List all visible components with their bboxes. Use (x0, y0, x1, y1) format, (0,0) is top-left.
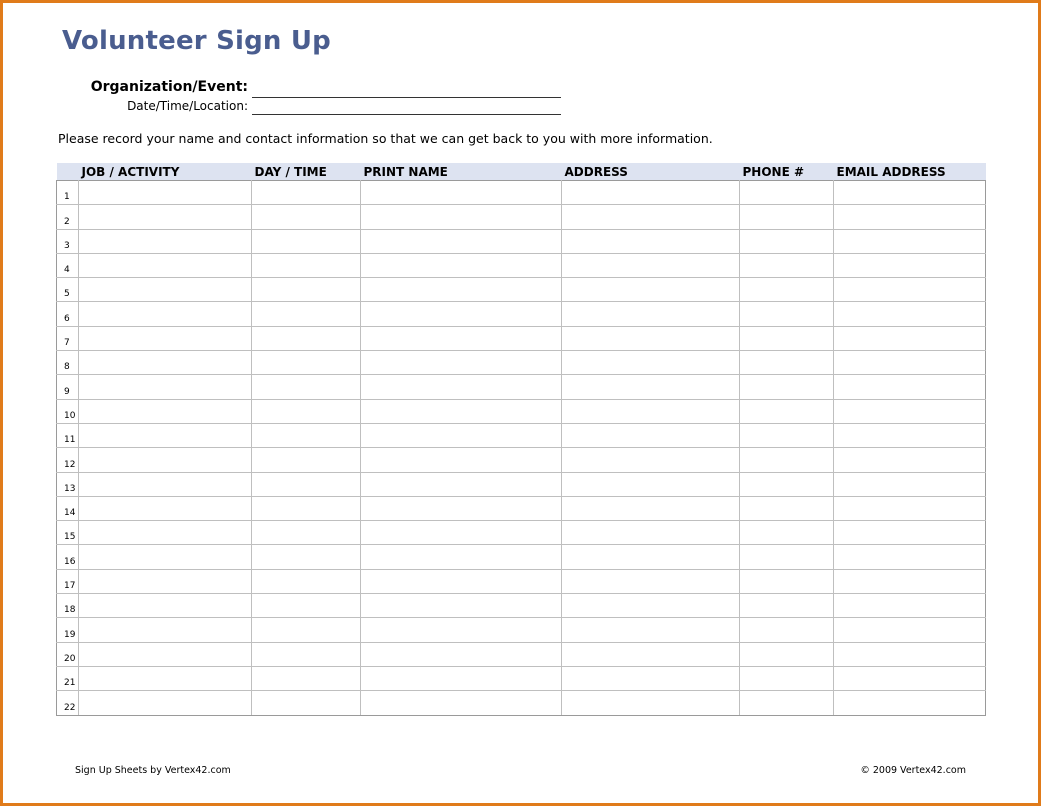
address-cell[interactable] (562, 351, 740, 375)
table-row (57, 205, 986, 229)
table-row (57, 472, 986, 496)
job-activity-cell[interactable] (79, 205, 252, 229)
date-time-location-field[interactable] (252, 114, 561, 115)
phone-cell[interactable] (740, 666, 834, 690)
phone-cell[interactable] (740, 229, 834, 253)
day-time-cell[interactable] (252, 351, 361, 375)
date-time-location-label: Date/Time/Location: (127, 99, 248, 113)
print-name-cell[interactable] (361, 278, 562, 302)
print-name-cell[interactable] (361, 666, 562, 690)
phone-cell[interactable] (740, 472, 834, 496)
job-activity-cell[interactable] (79, 399, 252, 423)
day-time-cell[interactable] (252, 642, 361, 666)
job-activity-cell[interactable] (79, 666, 252, 690)
table-row (57, 302, 986, 326)
address-cell[interactable] (562, 399, 740, 423)
day-time-cell[interactable] (252, 205, 361, 229)
row-number: 8 (57, 351, 79, 375)
email-address-cell[interactable] (834, 326, 986, 350)
phone-cell[interactable] (740, 253, 834, 277)
phone-cell[interactable] (740, 326, 834, 350)
signup-table (56, 163, 986, 716)
email-address-cell[interactable] (834, 423, 986, 447)
address-cell[interactable] (562, 181, 740, 205)
email-address-header: EMAIL ADDRESS (834, 163, 986, 181)
day-time-cell[interactable] (252, 253, 361, 277)
phone-cell[interactable] (740, 423, 834, 447)
print-name-cell[interactable] (361, 545, 562, 569)
address-cell[interactable] (562, 302, 740, 326)
day-time-cell[interactable] (252, 521, 361, 545)
table-row (57, 691, 986, 715)
phone-cell[interactable] (740, 351, 834, 375)
job-activity-cell[interactable] (79, 594, 252, 618)
row-number: 20 (57, 642, 79, 666)
job-activity-cell[interactable] (79, 181, 252, 205)
email-address-cell[interactable] (834, 278, 986, 302)
email-address-cell[interactable] (834, 448, 986, 472)
email-address-cell[interactable] (834, 253, 986, 277)
day-time-cell[interactable] (252, 229, 361, 253)
address-cell[interactable] (562, 666, 740, 690)
phone-cell[interactable] (740, 302, 834, 326)
address-cell[interactable] (562, 569, 740, 593)
job-activity-cell[interactable] (79, 423, 252, 447)
address-cell[interactable] (562, 326, 740, 350)
email-address-cell[interactable] (834, 399, 986, 423)
table-row (57, 351, 986, 375)
row-number: 14 (57, 496, 79, 520)
phone-cell[interactable] (740, 642, 834, 666)
address-cell[interactable] (562, 691, 740, 715)
row-number: 6 (57, 302, 79, 326)
email-address-cell[interactable] (834, 472, 986, 496)
phone-cell[interactable] (740, 205, 834, 229)
row-number: 15 (57, 521, 79, 545)
job-activity-cell[interactable] (79, 326, 252, 350)
day-time-cell[interactable] (252, 594, 361, 618)
print-name-cell[interactable] (361, 351, 562, 375)
row-number: 7 (57, 326, 79, 350)
email-address-cell[interactable] (834, 545, 986, 569)
job-activity-cell[interactable] (79, 351, 252, 375)
job-activity-cell[interactable] (79, 302, 252, 326)
day-time-cell[interactable] (252, 278, 361, 302)
row-number: 2 (57, 205, 79, 229)
job-activity-cell[interactable] (79, 375, 252, 399)
footer-credit: Sign Up Sheets by Vertex42.com (75, 765, 231, 776)
table-row (57, 423, 986, 447)
instructions-text: Please record your name and contact information so that we can get back to you with more information. (58, 131, 713, 146)
print-name-cell[interactable] (361, 521, 562, 545)
day-time-cell[interactable] (252, 545, 361, 569)
table-row (57, 618, 986, 642)
address-cell[interactable] (562, 642, 740, 666)
job-activity-cell[interactable] (79, 545, 252, 569)
job-activity-cell[interactable] (79, 253, 252, 277)
table-row (57, 545, 986, 569)
row-number: 12 (57, 448, 79, 472)
address-cell[interactable] (562, 594, 740, 618)
print-name-cell[interactable] (361, 618, 562, 642)
row-number: 5 (57, 278, 79, 302)
row-number: 11 (57, 423, 79, 447)
day-time-cell[interactable] (252, 302, 361, 326)
table-row (57, 229, 986, 253)
job-activity-cell[interactable] (79, 278, 252, 302)
organization-event-field[interactable] (252, 97, 561, 98)
phone-cell[interactable] (740, 691, 834, 715)
address-cell[interactable] (562, 545, 740, 569)
table-row (57, 399, 986, 423)
day-time-cell[interactable] (252, 375, 361, 399)
address-cell[interactable] (562, 278, 740, 302)
print-name-cell[interactable] (361, 642, 562, 666)
address-cell[interactable] (562, 205, 740, 229)
address-cell[interactable] (562, 253, 740, 277)
day-time-cell[interactable] (252, 496, 361, 520)
phone-cell[interactable] (740, 594, 834, 618)
phone-cell[interactable] (740, 375, 834, 399)
row-number: 3 (57, 229, 79, 253)
row-number: 21 (57, 666, 79, 690)
row-number: 17 (57, 569, 79, 593)
email-address-cell[interactable] (834, 302, 986, 326)
table-row (57, 181, 986, 205)
print-name-cell[interactable] (361, 448, 562, 472)
phone-cell[interactable] (740, 569, 834, 593)
footer-copyright: © 2009 Vertex42.com (860, 765, 966, 776)
row-number: 1 (57, 181, 79, 205)
job-activity-cell[interactable] (79, 472, 252, 496)
table-row (57, 326, 986, 350)
print-name-cell[interactable] (361, 205, 562, 229)
day-time-cell[interactable] (252, 618, 361, 642)
print-name-cell[interactable] (361, 253, 562, 277)
table-row (57, 521, 986, 545)
address-cell[interactable] (562, 423, 740, 447)
email-address-cell[interactable] (834, 496, 986, 520)
address-cell[interactable] (562, 448, 740, 472)
phone-header: PHONE # (740, 163, 834, 181)
table-row (57, 375, 986, 399)
address-cell[interactable] (562, 375, 740, 399)
table-row (57, 569, 986, 593)
phone-cell[interactable] (740, 278, 834, 302)
job-activity-cell[interactable] (79, 642, 252, 666)
row-number: 4 (57, 253, 79, 277)
print-name-cell[interactable] (361, 594, 562, 618)
day-time-cell[interactable] (252, 472, 361, 496)
email-address-cell[interactable] (834, 521, 986, 545)
email-address-cell[interactable] (834, 691, 986, 715)
day-time-cell[interactable] (252, 326, 361, 350)
email-address-cell[interactable] (834, 666, 986, 690)
print-name-cell[interactable] (361, 399, 562, 423)
print-name-cell[interactable] (361, 496, 562, 520)
job-activity-cell[interactable] (79, 229, 252, 253)
email-address-cell[interactable] (834, 229, 986, 253)
address-cell[interactable] (562, 229, 740, 253)
day-time-cell[interactable] (252, 448, 361, 472)
day-time-cell[interactable] (252, 181, 361, 205)
phone-cell[interactable] (740, 545, 834, 569)
email-address-cell[interactable] (834, 205, 986, 229)
email-address-cell[interactable] (834, 375, 986, 399)
print-name-cell[interactable] (361, 691, 562, 715)
email-address-cell[interactable] (834, 642, 986, 666)
row-number: 10 (57, 399, 79, 423)
print-name-cell[interactable] (361, 326, 562, 350)
table-row (57, 666, 986, 690)
email-address-cell[interactable] (834, 351, 986, 375)
email-address-cell[interactable] (834, 594, 986, 618)
page-title: Volunteer Sign Up (62, 26, 331, 56)
print-name-cell[interactable] (361, 375, 562, 399)
table-row (57, 496, 986, 520)
address-cell[interactable] (562, 496, 740, 520)
print-name-cell[interactable] (361, 569, 562, 593)
day-time-cell[interactable] (252, 399, 361, 423)
print-name-cell[interactable] (361, 181, 562, 205)
print-name-cell[interactable] (361, 229, 562, 253)
row-number: 19 (57, 618, 79, 642)
phone-cell[interactable] (740, 448, 834, 472)
row-number: 18 (57, 594, 79, 618)
email-address-cell[interactable] (834, 618, 986, 642)
print-name-header: PRINT NAME (361, 163, 562, 181)
address-cell[interactable] (562, 521, 740, 545)
day-time-header: DAY / TIME (252, 163, 361, 181)
address-cell[interactable] (562, 618, 740, 642)
job-activity-header: JOB / ACTIVITY (79, 163, 252, 181)
email-address-cell[interactable] (834, 569, 986, 593)
day-time-cell[interactable] (252, 691, 361, 715)
print-name-cell[interactable] (361, 472, 562, 496)
print-name-cell[interactable] (361, 423, 562, 447)
job-activity-cell[interactable] (79, 569, 252, 593)
organization-event-label: Organization/Event: (90, 79, 248, 95)
row-number: 16 (57, 545, 79, 569)
day-time-cell[interactable] (252, 569, 361, 593)
table-row (57, 253, 986, 277)
phone-cell[interactable] (740, 618, 834, 642)
phone-cell[interactable] (740, 399, 834, 423)
phone-cell[interactable] (740, 181, 834, 205)
job-activity-cell[interactable] (79, 496, 252, 520)
job-activity-cell[interactable] (79, 691, 252, 715)
table-header-row (57, 163, 986, 181)
table-row (57, 448, 986, 472)
address-header: ADDRESS (562, 163, 740, 181)
phone-cell[interactable] (740, 496, 834, 520)
phone-cell[interactable] (740, 521, 834, 545)
print-name-cell[interactable] (361, 302, 562, 326)
job-activity-cell[interactable] (79, 521, 252, 545)
day-time-cell[interactable] (252, 666, 361, 690)
row-number: 22 (57, 691, 79, 715)
email-address-cell[interactable] (834, 181, 986, 205)
row-number: 13 (57, 472, 79, 496)
table-row (57, 642, 986, 666)
job-activity-cell[interactable] (79, 448, 252, 472)
table-row (57, 594, 986, 618)
table-row (57, 278, 986, 302)
row-number: 9 (57, 375, 79, 399)
address-cell[interactable] (562, 472, 740, 496)
job-activity-cell[interactable] (79, 618, 252, 642)
day-time-cell[interactable] (252, 423, 361, 447)
row-number-header (57, 163, 79, 181)
